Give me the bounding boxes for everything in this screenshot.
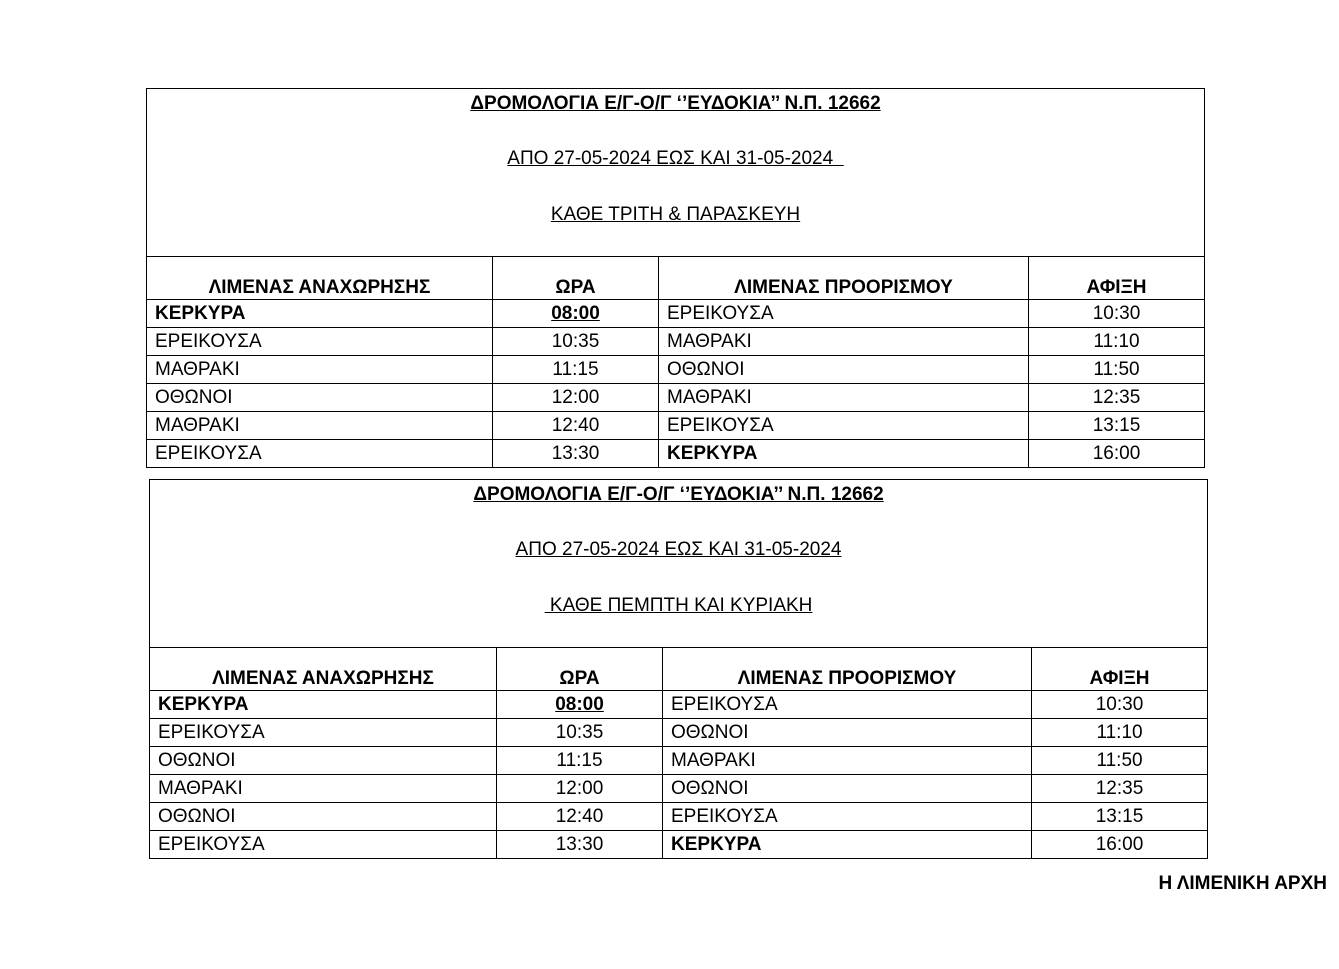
destination-port: ΕΡΕΙΚΟΥΣΑ	[659, 412, 1029, 440]
schedule-table-thu-sun	[149, 479, 1208, 859]
departure-time: 08:00	[493, 300, 659, 328]
departure-time: 12:00	[493, 384, 659, 412]
table-row	[147, 300, 1205, 328]
departure-port: ΜΑΘΡΑΚΙ	[147, 356, 493, 384]
departure-time: 10:35	[493, 328, 659, 356]
departure-port: ΜΑΘΡΑΚΙ	[150, 775, 497, 803]
table-row	[147, 384, 1205, 412]
table-row	[147, 356, 1205, 384]
arrival-time: 12:35	[1032, 775, 1208, 803]
destination-port: ΚΕΡΚΥΡΑ	[663, 831, 1032, 859]
destination-port: ΕΡΕΙΚΟΥΣΑ	[659, 300, 1029, 328]
departure-port: ΜΑΘΡΑΚΙ	[147, 412, 493, 440]
column-header-row	[150, 648, 1208, 691]
destination-port: ΜΑΘΡΑΚΙ	[659, 328, 1029, 356]
schedule-days: ΚΑΘΕ ΠΕΜΠΤΗ ΚΑΙ ΚΥΡΙΑΚΗ	[544, 595, 813, 616]
arrival-time: 16:00	[1032, 831, 1208, 859]
departure-time: 12:00	[497, 775, 663, 803]
arrival-time: 11:10	[1032, 719, 1208, 747]
departure-time: 13:30	[493, 440, 659, 468]
departure-port: ΟΘΩΝΟΙ	[150, 747, 497, 775]
departure-time: 08:00	[497, 691, 663, 719]
destination-port: ΜΑΘΡΑΚΙ	[663, 747, 1032, 775]
destination-port: ΜΑΘΡΑΚΙ	[659, 384, 1029, 412]
table-row	[150, 747, 1208, 775]
column-header-arrival: ΑΦΙΞΗ	[1032, 648, 1208, 691]
departure-port: ΟΘΩΝΟΙ	[147, 384, 493, 412]
departure-port: ΕΡΕΙΚΟΥΣΑ	[150, 831, 497, 859]
schedule-title: ΔΡΟΜΟΛΟΓΙΑ Ε/Γ-Ο/Γ ‘’ΕΥΔΟΚΙΑ’’ Ν.Π. 12662	[470, 93, 881, 114]
table-row	[150, 775, 1208, 803]
departure-time: 12:40	[493, 412, 659, 440]
table-row	[150, 831, 1208, 859]
destination-port: ΟΘΩΝΟΙ	[663, 775, 1032, 803]
destination-port: ΕΡΕΙΚΟΥΣΑ	[663, 803, 1032, 831]
departure-port: ΚΕΡΚΥΡΑ	[150, 691, 497, 719]
column-header-time: ΩΡΑ	[497, 648, 663, 691]
departure-time: 13:30	[497, 831, 663, 859]
column-header-destination-port: ΛΙΜΕΝΑΣ ΠΡΟΟΡΙΣΜΟΥ	[663, 648, 1032, 691]
table-row	[147, 412, 1205, 440]
table-row	[150, 803, 1208, 831]
departure-port: ΚΕΡΚΥΡΑ	[147, 300, 493, 328]
table-header-row	[150, 480, 1208, 648]
arrival-time: 11:10	[1029, 328, 1205, 356]
departure-time: 11:15	[493, 356, 659, 384]
schedule-table-tue-fri	[146, 88, 1205, 468]
column-header-arrival: ΑΦΙΞΗ	[1029, 257, 1205, 300]
arrival-time: 13:15	[1032, 803, 1208, 831]
column-header-destination-port: ΛΙΜΕΝΑΣ ΠΡΟΟΡΙΣΜΟΥ	[659, 257, 1029, 300]
table-row	[147, 440, 1205, 468]
schedule-header	[150, 480, 1208, 648]
schedule-period: ΑΠΟ 27-05-2024 ΕΩΣ ΚΑΙ 31-05-2024	[515, 539, 842, 560]
column-header-row	[147, 257, 1205, 300]
column-header-time: ΩΡΑ	[493, 257, 659, 300]
departure-time: 12:40	[497, 803, 663, 831]
table-row	[147, 328, 1205, 356]
arrival-time: 10:30	[1029, 300, 1205, 328]
destination-port: ΟΘΩΝΟΙ	[659, 356, 1029, 384]
schedule-title: ΔΡΟΜΟΛΟΓΙΑ Ε/Γ-Ο/Γ ‘’ΕΥΔΟΚΙΑ’’ Ν.Π. 12662	[473, 484, 884, 505]
destination-port: ΕΡΕΙΚΟΥΣΑ	[663, 691, 1032, 719]
departure-port: ΕΡΕΙΚΟΥΣΑ	[150, 719, 497, 747]
departure-time: 11:15	[497, 747, 663, 775]
table-row	[150, 691, 1208, 719]
arrival-time: 12:35	[1029, 384, 1205, 412]
arrival-time: 11:50	[1029, 356, 1205, 384]
schedule-days: ΚΑΘΕ ΤΡΙΤΗ & ΠΑΡΑΣΚΕΥΗ	[550, 204, 801, 225]
departure-time: 10:35	[497, 719, 663, 747]
signature-port-authority: Η ΛΙΜΕΝΙΚΗ ΑΡΧΗ	[1158, 873, 1327, 894]
arrival-time: 13:15	[1029, 412, 1205, 440]
arrival-time: 11:50	[1032, 747, 1208, 775]
schedule-period: ΑΠΟ 27-05-2024 ΕΩΣ ΚΑΙ 31-05-2024	[507, 148, 844, 169]
schedule-header	[147, 89, 1205, 257]
departure-port: ΕΡΕΙΚΟΥΣΑ	[147, 328, 493, 356]
column-header-departure-port: ΛΙΜΕΝΑΣ ΑΝΑΧΩΡΗΣΗΣ	[150, 648, 497, 691]
column-header-departure-port: ΛΙΜΕΝΑΣ ΑΝΑΧΩΡΗΣΗΣ	[147, 257, 493, 300]
arrival-time: 16:00	[1029, 440, 1205, 468]
departure-port: ΕΡΕΙΚΟΥΣΑ	[147, 440, 493, 468]
arrival-time: 10:30	[1032, 691, 1208, 719]
destination-port: ΚΕΡΚΥΡΑ	[659, 440, 1029, 468]
destination-port: ΟΘΩΝΟΙ	[663, 719, 1032, 747]
table-row	[150, 719, 1208, 747]
departure-port: ΟΘΩΝΟΙ	[150, 803, 497, 831]
table-header-row	[147, 89, 1205, 257]
